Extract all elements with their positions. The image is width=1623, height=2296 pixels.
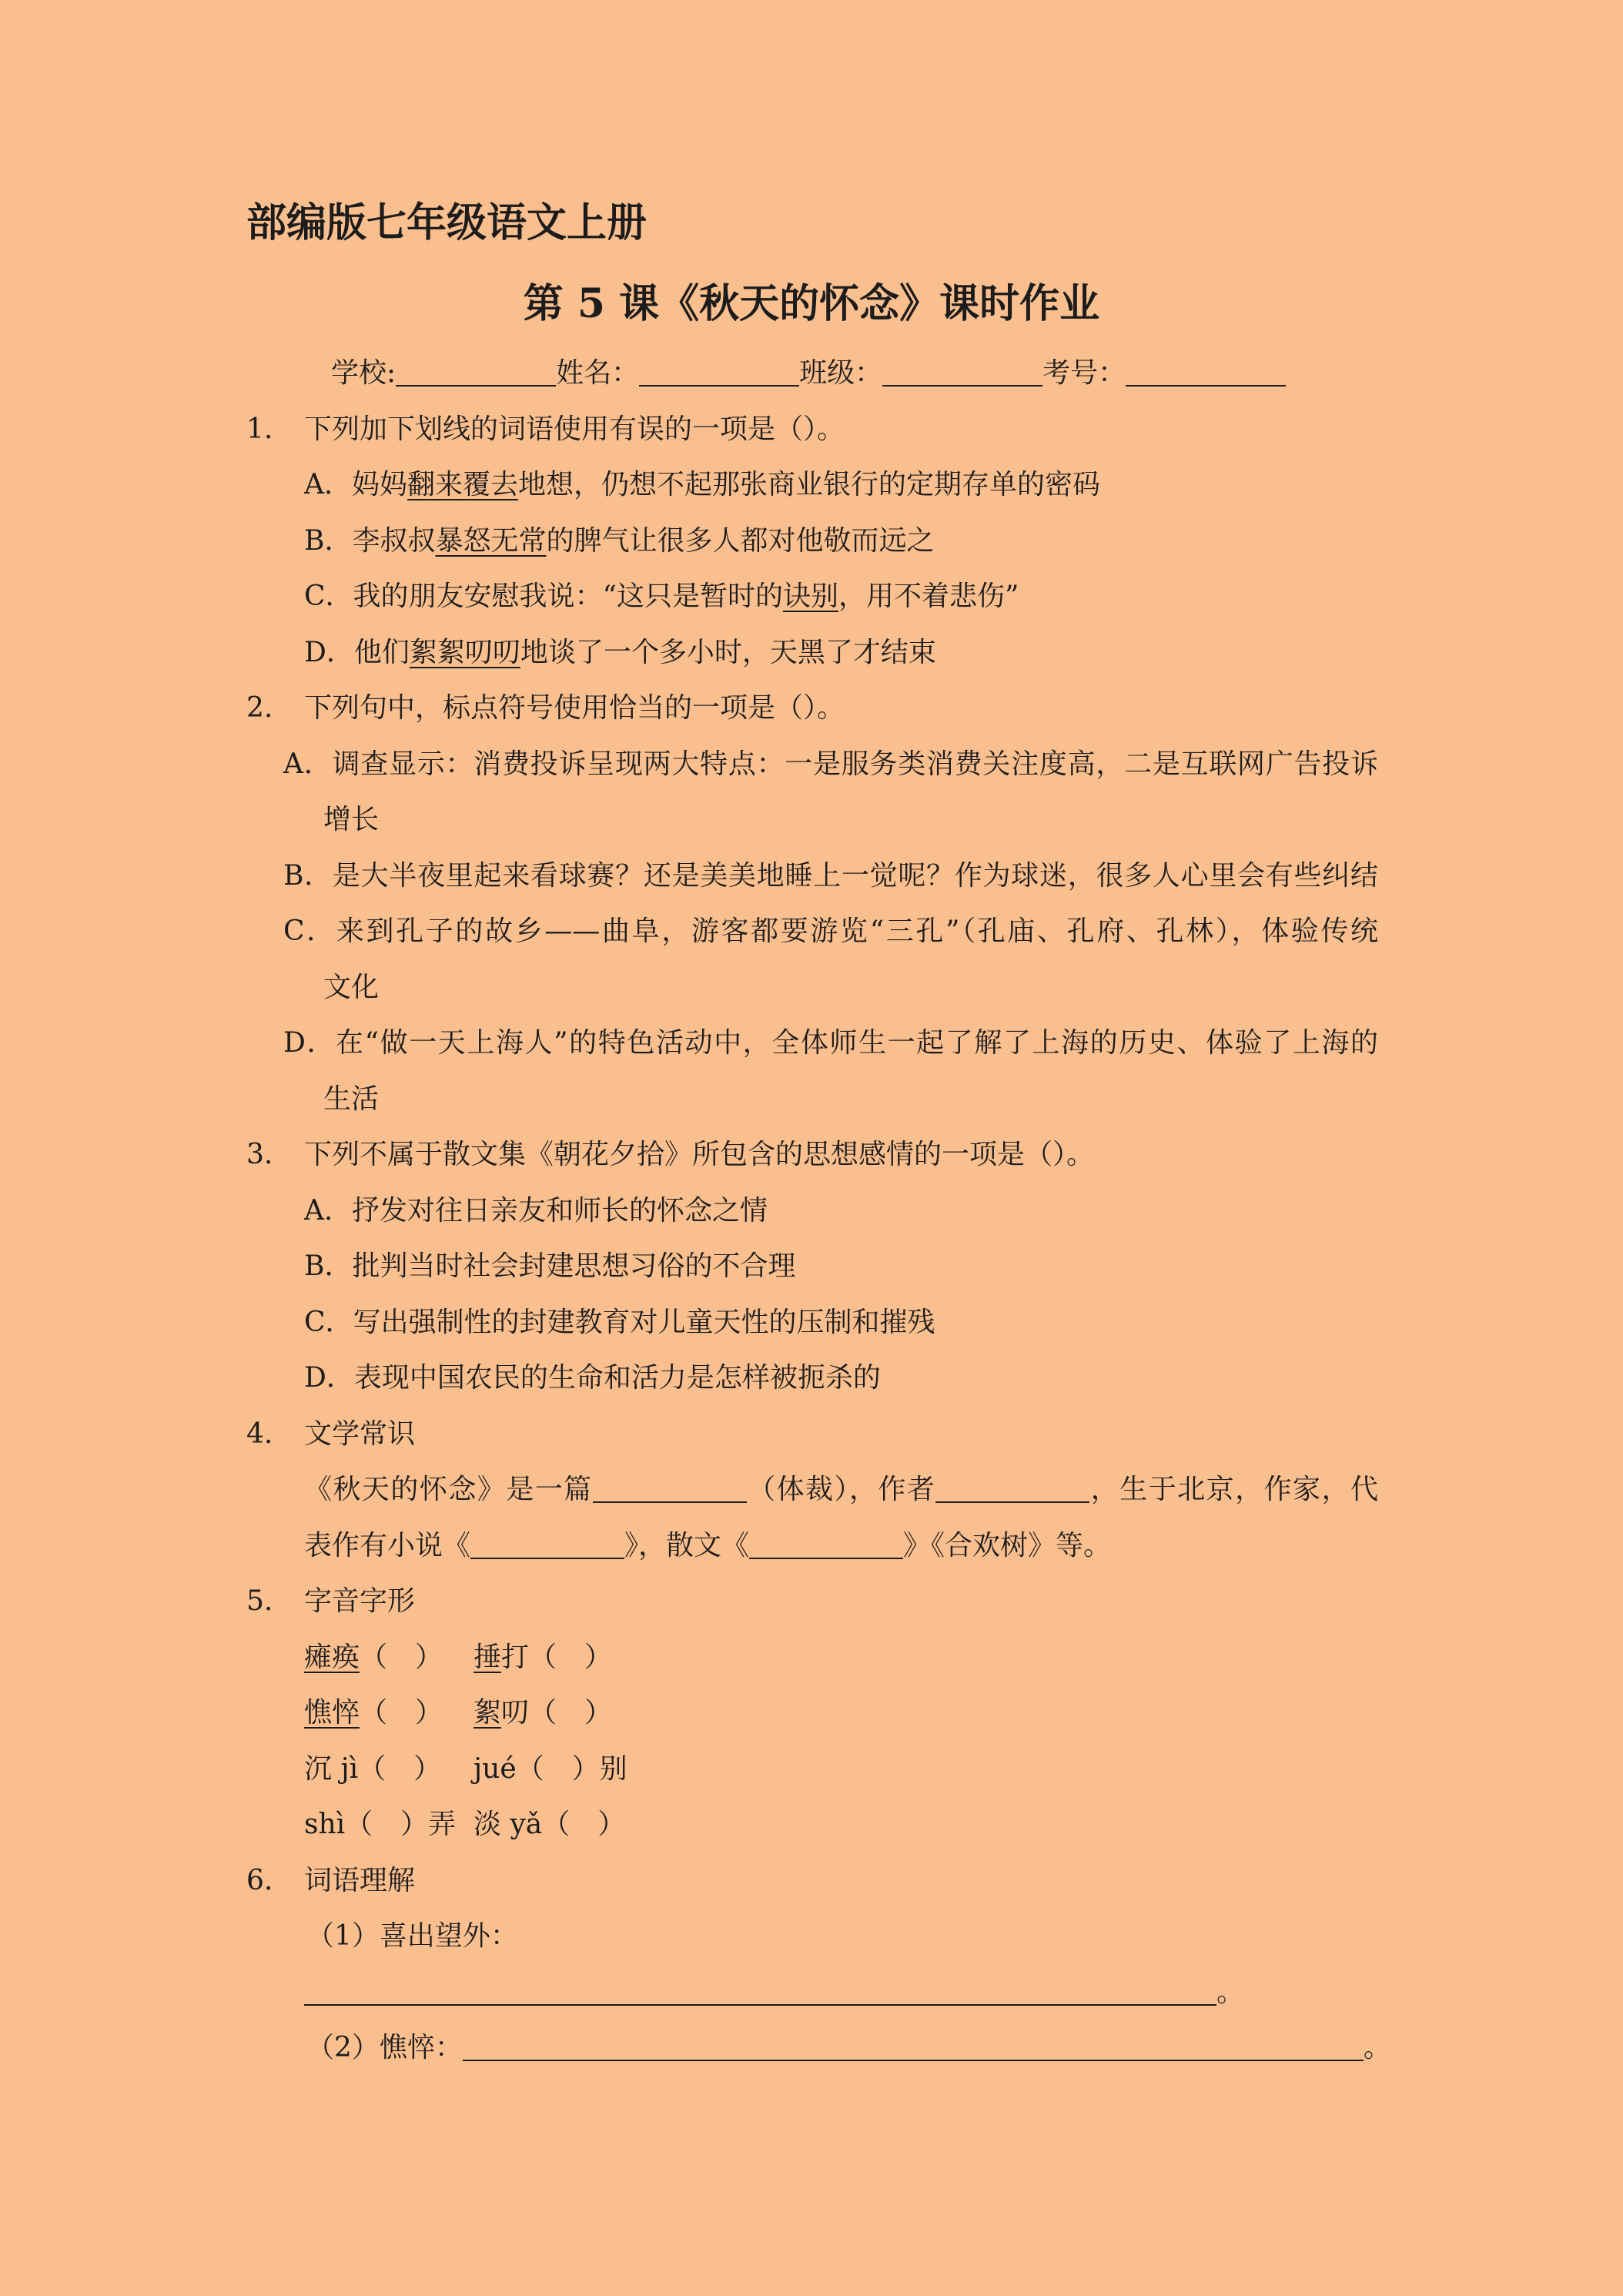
option-label: B．: [304, 1250, 353, 1282]
option-label: A．: [304, 1194, 352, 1227]
name-label: 姓名：: [556, 357, 640, 389]
class-label: 班级：: [799, 357, 883, 389]
literature-fill-in-line-1: [304, 1462, 1378, 1518]
exam-number-blank: [1126, 362, 1286, 387]
option-text: 调查显示：消费投诉呈现两大特点：一是服务类消费关注度高，二是互联网广告投诉: [332, 748, 1378, 780]
vocab-item-1-answer-line: [0, 1965, 1623, 2021]
question-number: 5.: [246, 1585, 273, 1617]
literature-fill-in-line-2: [0, 1518, 1623, 1575]
option-label: A．: [304, 469, 352, 500]
pronunciation-row: [0, 1685, 1623, 1742]
pronunciation-item: [304, 1697, 443, 1729]
question-number: 6.: [246, 1864, 273, 1896]
underlined-word: 絮絮叨叨: [409, 636, 520, 668]
vocab-item-1: [0, 1909, 1623, 1965]
q2-option-c: [283, 904, 1378, 960]
q2-option-b: [283, 848, 1378, 905]
item-text: 打（ ）: [501, 1641, 613, 1673]
answer-blank: [463, 2037, 1364, 2061]
paragraph-text: （体裁），作者: [746, 1474, 936, 1505]
underlined-word: 絮: [474, 1697, 502, 1729]
textbook-series-heading: 部编版七年级语文上册: [246, 199, 648, 246]
paragraph-text: 》，散文《: [624, 1529, 750, 1561]
q3-option-b: [0, 1239, 1623, 1295]
pronunciation-item: [304, 1642, 443, 1673]
question-1: [0, 402, 1623, 458]
option-text: ，用不着悲伤”: [838, 581, 1019, 612]
question-number: 1.: [246, 413, 273, 445]
paragraph-text: 表作有小说《: [304, 1529, 471, 1561]
class-blank: [882, 362, 1042, 387]
vocab-item-2: [0, 2020, 1623, 2077]
option-text: 妈妈: [352, 469, 408, 500]
q2-option-d-continuation: [0, 1072, 1623, 1128]
question-stem: 下列加下划线的词语使用有误的一项是（）。: [304, 413, 845, 445]
question-6: [0, 1853, 1623, 1909]
underlined-word: 暴怒无常: [435, 524, 547, 557]
genre-blank: [593, 1478, 747, 1503]
question-3: [0, 1127, 1623, 1183]
character-row: [0, 1797, 1623, 1853]
question-title: 文学常识: [304, 1417, 416, 1450]
worksheet-body: [0, 346, 1623, 2077]
question-2: [0, 681, 1623, 737]
paragraph-text: 《秋天的怀念》是一篇: [304, 1474, 593, 1505]
paragraph-text: 》《合欢树》等。: [903, 1529, 1112, 1561]
item-text: （ ）: [360, 1697, 443, 1729]
option-text: 地想，仍想不起那张商业银行的定期存单的密码: [518, 469, 1101, 500]
question-title: 字音字形: [304, 1585, 416, 1617]
q3-option-c: [0, 1295, 1623, 1351]
q2-option-c-continuation: [0, 960, 1623, 1016]
option-text: 表现中国农民的生命和活力是怎样被扼杀的: [353, 1362, 881, 1394]
underlined-word: 憔悴: [304, 1697, 360, 1729]
q1-option-d: [0, 625, 1623, 681]
author-blank: [935, 1478, 1089, 1503]
answer-blank: [304, 1981, 1216, 2006]
pronunciation-row: [0, 1630, 1623, 1686]
question-stem: 下列句中，标点符号使用恰当的一项是（）。: [304, 692, 845, 724]
option-text: 生活: [323, 1083, 380, 1115]
option-label: D．: [283, 1027, 336, 1059]
q1-option-a: [0, 457, 1623, 514]
underlined-word: 捶: [474, 1641, 502, 1673]
underlined-word: 翻来覆去: [407, 469, 519, 500]
essay-title-blank: [749, 1535, 903, 1559]
option-label: C．: [304, 581, 353, 612]
character-row: [0, 1742, 1623, 1798]
end-punctuation: 。: [1216, 1976, 1245, 2008]
underlined-word: 诀别: [782, 581, 838, 612]
option-text: 抒发对往日亲友和师长的怀念之情: [352, 1194, 768, 1227]
question-stem: 下列不属于散文集《朝花夕拾》所包含的思想感情的一项是（）。: [304, 1139, 1095, 1170]
vocab-label: （2）憔悴：: [306, 2032, 463, 2063]
question-5: [0, 1574, 1623, 1630]
option-label: D．: [304, 1362, 354, 1394]
pronunciation-item: [474, 1685, 612, 1742]
question-number: 4.: [246, 1417, 273, 1450]
option-text: 增长: [323, 804, 380, 835]
pronunciation-item: [474, 1630, 612, 1686]
option-text: 批判当时社会封建思想习俗的不合理: [352, 1250, 796, 1282]
option-label: B．: [283, 859, 333, 892]
option-text: 的脾气让很多人都对他敬而远之: [546, 524, 935, 557]
character-item: shì（ ）弄: [304, 1809, 457, 1840]
question-number: 3.: [246, 1139, 273, 1170]
item-text: 叨（ ）: [501, 1697, 613, 1729]
exam-number-label: 考号：: [1042, 357, 1126, 389]
option-text: 是大半夜里起来看球赛？还是美美地睡上一觉呢？作为球迷，很多人心里会有些纠结: [332, 859, 1378, 892]
option-label: D．: [304, 636, 354, 668]
q2-option-a: [283, 737, 1378, 793]
q2-option-d: [283, 1016, 1378, 1072]
student-info-line: [0, 346, 1623, 402]
option-label: C．: [304, 1306, 353, 1338]
name-blank: [639, 362, 799, 387]
worksheet-title: 第 5 课《秋天的怀念》课时作业: [523, 280, 1100, 327]
school-blank: [396, 362, 556, 387]
option-text: 他们: [353, 636, 410, 668]
option-text: 文化: [323, 971, 380, 1003]
question-4: [0, 1407, 1623, 1463]
option-text: 李叔叔: [352, 524, 436, 557]
q2-option-a-continuation: [0, 792, 1623, 848]
option-text: 我的朋友安慰我说：“这只是暂时的: [353, 581, 783, 612]
school-label: 学校:: [331, 357, 397, 389]
end-punctuation: 。: [1363, 2032, 1391, 2063]
novel-title-blank: [470, 1535, 624, 1559]
option-label: C．: [283, 915, 336, 947]
option-text: 写出强制性的封建教育对儿童天性的压制和摧残: [353, 1306, 935, 1338]
vocab-label: （1）喜出望外：: [306, 1920, 518, 1952]
underlined-word: 瘫痪: [304, 1641, 360, 1673]
q1-option-b: [0, 514, 1623, 570]
item-text: （ ）: [360, 1641, 443, 1673]
option-text: 在“做一天上海人”的特色活动中，全体师生一起了解了上海的历史、体验了上海的: [336, 1027, 1378, 1059]
q3-option-d: [0, 1350, 1623, 1407]
q3-option-a: [0, 1183, 1623, 1240]
option-text: 来到孔子的故乡——曲阜，游客都要游览“三孔”（孔庙、孔府、孔林），体验传统: [336, 915, 1378, 947]
option-label: A．: [283, 748, 333, 780]
option-text: 地谈了一个多小时，天黑了才结束: [520, 636, 936, 668]
option-label: B．: [304, 524, 353, 557]
character-item: 沉 jì（ ）: [304, 1752, 442, 1785]
character-item: 淡 yǎ（ ）: [474, 1809, 626, 1840]
question-title: 词语理解: [304, 1864, 416, 1896]
paragraph-text: ，生于北京，作家，代: [1089, 1474, 1378, 1505]
character-item: jué（ ）别: [474, 1752, 627, 1785]
q1-option-c: [0, 569, 1623, 625]
question-number: 2.: [246, 692, 273, 724]
